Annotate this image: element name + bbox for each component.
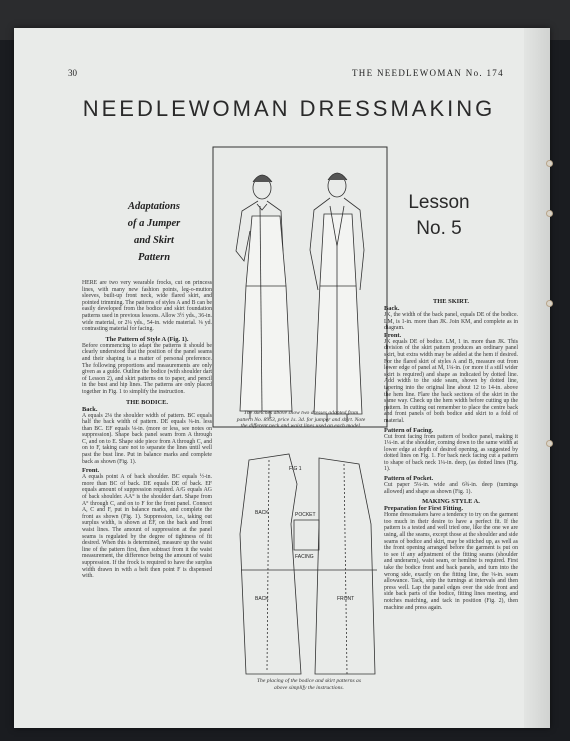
skirt-back-heading: Back. <box>384 305 400 312</box>
pattern-a-text: Before commencing to adapt the patterns it should be clearly understood that the position of the panel seams and their shaping is a matter of personal preference. The following proportions and measurements are only given as a guide. Outline the bodice (with shoulder dart of Lesson 2), and skirt patterns on to paper, and pencil in the bust and hip lines. The patterns are only placed together in Fig. 1 to simplify the instruction. <box>82 342 212 395</box>
binding-hole <box>546 440 553 447</box>
skirt-heading: THE SKIRT. <box>433 298 469 305</box>
lesson-word: Lesson <box>408 192 470 213</box>
binding-hole <box>546 300 553 307</box>
right-column <box>384 298 518 611</box>
left-column <box>82 280 212 580</box>
pattern-diagram <box>239 450 379 680</box>
page-title: NEEDLEWOMAN DRESSMAKING <box>82 96 496 121</box>
first-fitting-heading: Preparation for First Fitting. <box>384 505 463 513</box>
skirt-front-heading: Front. <box>384 331 402 339</box>
front-text: A equals point A of back shoulder. BC equals ½-in. more than BC of back. DE equals DE of back. EF equals amount of suppression required. A/G equals AG of back shoulder. AA° is the shoulder dart. Shape from A° through C, and on to F for the front panel. Connect A, C and F, put in balance marks, and complete the front as shown (Fig. 1). Suppression, i.e., taking out surplus width, is shown at EF, on the back and front waist lines. The amount of suppression at the panel seams is regulated by the degree of tightness of fit desired. When this is determined, measure up the waist line of the pattern first, then subtract from it the waist measurement, the difference being the amount of waist suppression. If the frock is required to have the surplus width drawn in with a belt then point F is dispensed with. <box>82 474 212 580</box>
front-pattern-outline <box>315 458 375 674</box>
article-subtitle <box>104 198 204 266</box>
skirt-back-text: JK, the width of the back panel, equals DE of the bodice. LM, is 1-in. more than JK. Join KM, and complete as in diagram. <box>384 312 518 332</box>
subtitle-line: Pattern <box>137 252 171 263</box>
illustration-caption: The sketches above show two dresses adapted from pattern No. 8953, price 1s. 3d. for jumper and shirt. Note the different neck and waist lines used on each model. <box>236 410 366 429</box>
first-fitting-text: Home dressmakers have a tendency to try on the garment too much in their desire to have a perfect fit. If the pattern is a tested and well tried one, like the one we are using, all the seams, except those at the shoulder and side seams of bodice and skirt, may be stitched up, as well as the front opening arranged before the garment is put on to see if any adjustment of the fitting seams (shoulder and underarm), waist seam, or hemline is required. First take the bodice front and back panels, and turn into the wrong side, exactly on the fitting line, the ⅛-in. seam allowance. Tack, snip the turnings at intervals and then press well. Lap the panel edges over the side front and side back parts of the bodice, fitting lines meeting, and notches matching, and tack in position (Fig. 2), then machine and press again. <box>384 512 518 611</box>
dress-style-a-figure <box>236 175 292 419</box>
lesson-number: No. 5 <box>416 218 462 239</box>
facing-heading: Pattern of Facing. <box>384 426 434 434</box>
pattern-a-heading: The Pattern of Style A (Fig. 1). <box>105 335 189 343</box>
subtitle-line: of a Jumper <box>127 218 181 229</box>
page-number: 30 <box>68 68 77 78</box>
lesson-label <box>394 190 484 242</box>
page-edge-shadow <box>524 28 550 728</box>
facing-label: FACING <box>295 554 314 560</box>
fig-label: FIG 1 <box>289 466 302 472</box>
magazine-page <box>14 28 550 728</box>
diagram-caption: The placing of the bodice and skirt patterns as above simplify the instructions. <box>256 678 362 691</box>
front-label: FRONT <box>337 596 355 602</box>
dress-style-b-figure <box>310 173 364 422</box>
pocket-outline <box>294 520 319 550</box>
bodice-heading: THE BODICE. <box>126 398 168 406</box>
running-head: THE NEEDLEWOMAN No. 174 <box>352 68 504 78</box>
facing-text: Cut front facing from pattern of bodice panel, making it 1¼-in. at the shoulder, coming down to the same width at lower edge at depth of desired opening, as suggested by dotted lines on Fig. 1. For back neck facing cut a pattern to shape of back neck 1¼-in. deep, (as dotted lines (Fig. 1). <box>384 433 518 473</box>
pocket-heading: Pattern of Pocket. <box>384 475 434 483</box>
back-label: BACK <box>255 510 269 516</box>
subtitle-line: Adaptations <box>128 201 180 212</box>
intro-paragraph: HERE are two very wearable frocks, cut on princess lines, with many new fashion points, leg-o-mutton sleeves, built-up front neck, wide flared skirt, and pointed trimming. The patterns of styles A and B can be easily developed from the bodice and skirt foundation patterns used in previous lessons. Allow 3½ yds., 36-in. wide material, or 2¼ yds., 54-in. wide material. ⅛ yd. contrasting material for facing. <box>82 280 212 333</box>
back-skirt-label: BACK <box>255 596 269 602</box>
front-heading: Front. <box>82 467 100 475</box>
binding-hole <box>546 210 553 217</box>
making-heading: MAKING STYLE A. <box>422 498 480 506</box>
binding-hole <box>546 160 553 167</box>
back-text: A equals 2⅛ the shoulder width of pattern. BC equals half the back width of pattern. DE equals ⅛-in. less than BC. EF equals ⅛-in. (more or less, see notes on suppression). Shape back panel seam from A through C, and on to E. Shape side piece from A through C, and on to F, taking care not to separate the lines until well past the bust line. Put in balance marks and complete back as shown (Fig. 1). <box>82 412 212 465</box>
skirt-front-text: JK equals DE of bodice. LM, 1 in. more than JK. This division of the skirt pattern produces an ordinary panel skirt, but extra width may be added at the hem if desired. For the flared skirt of styles A and B, measure out from lower edge of panel at M, 1¼-in. (or more if a still wider skirt is required) and shape as indicated by dotted line. Add width to the side seam, shown by dotted line, tapering into the original line about 12 to 14-in. above the hem line. Flare the back sections of the skirt in the same way. Check up the hem width before cutting up the pattern. In cutting out remember to place the centre back and front panels of both bodice and skirt to a fold of material. <box>384 338 518 424</box>
pocket-label: POCKET <box>295 512 316 518</box>
dress-illustration <box>212 146 388 428</box>
back-heading: Back. <box>82 405 98 413</box>
subtitle-line: and Skirt <box>134 235 174 246</box>
back-pattern-outline <box>240 454 301 674</box>
pocket-text: Cut paper 5¼-in. wide and 6¾-in. deep (turnings allowed) and shape as shown (Fig. 1). <box>384 482 518 495</box>
